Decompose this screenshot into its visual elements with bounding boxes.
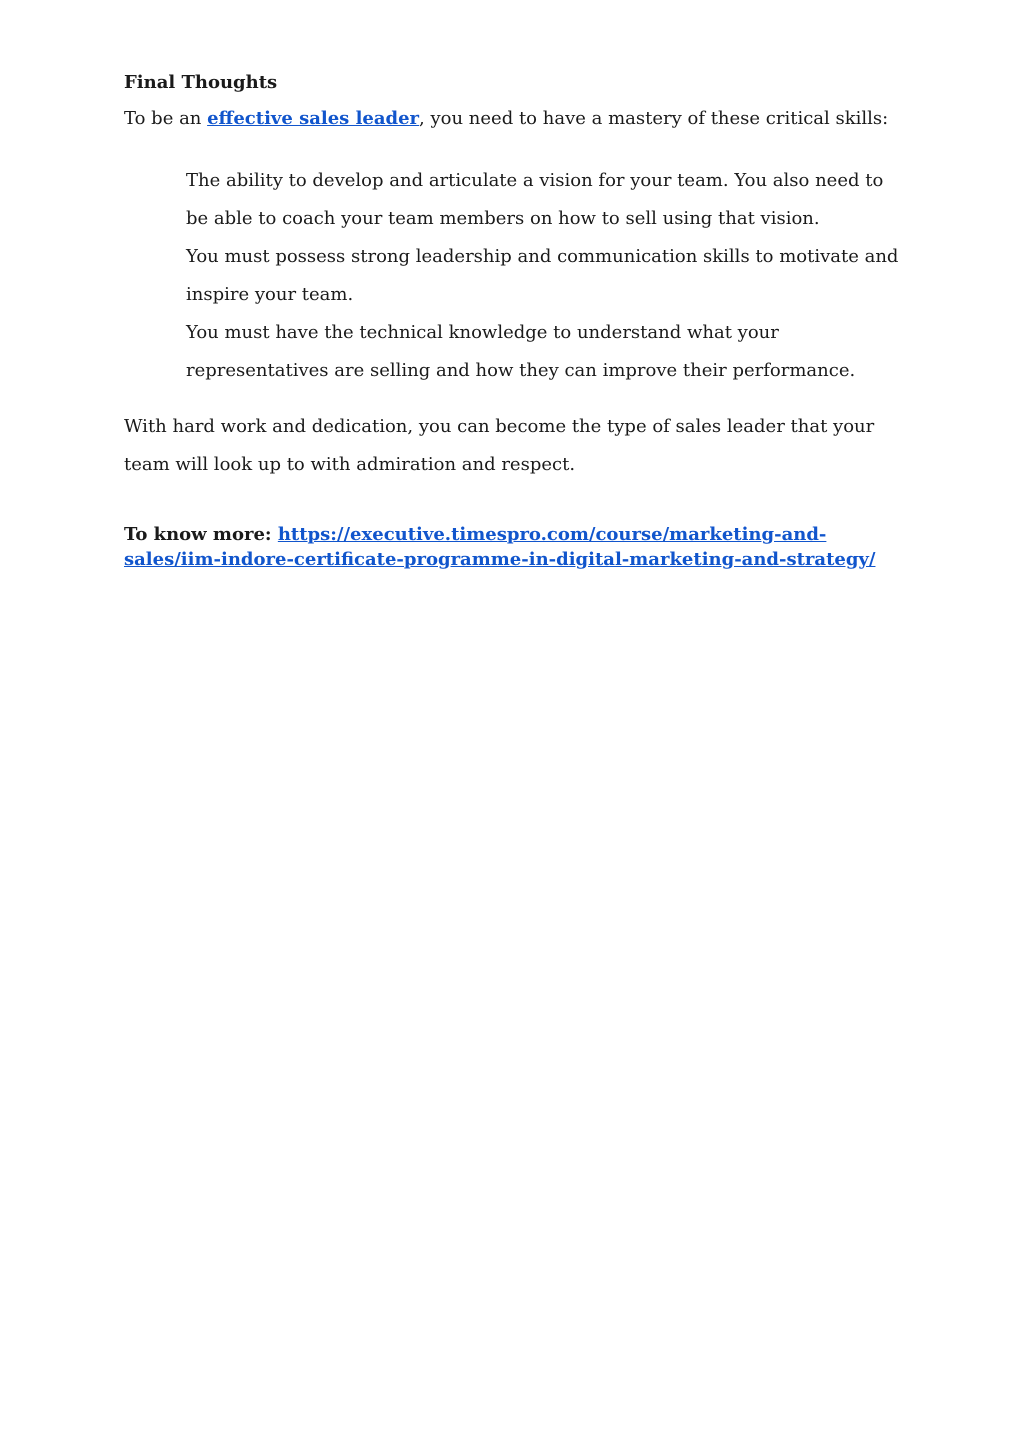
- skill-item-technical-knowledge: You must have the technical knowledge to understand what your representatives are selling and how they can improve their performance.: [186, 322, 856, 381]
- skills-list: [186, 162, 904, 390]
- know-more-paragraph: [124, 522, 904, 572]
- skill-item-vision: The ability to develop and articulate a vision for your team. You also need to be able to coach your team members on how to sell using that vision.: [186, 170, 884, 229]
- section-heading: Final Thoughts: [124, 72, 278, 93]
- closing-paragraph: With hard work and dedication, you can become the type of sales leader that your team will look up to with admiration and respect.: [124, 416, 875, 475]
- document-content: [124, 70, 904, 572]
- intro-text-before-link: To be an: [124, 108, 208, 129]
- intro-text-after-link: , you need to have a mastery of these critical skills:: [419, 108, 889, 129]
- skill-item-leadership: You must possess strong leadership and communication skills to motivate and inspire your team.: [186, 246, 899, 305]
- course-url-line-1: https://executive.timespro.com/course/marketing-and-: [277, 524, 827, 545]
- course-url-line-2: sales/iim-indore-certificate-programme-in-digital-marketing-and-strategy/: [124, 549, 876, 570]
- effective-sales-leader-link[interactable]: effective sales leader: [207, 108, 420, 129]
- know-more-label: To know more:: [124, 524, 278, 545]
- intro-paragraph: [124, 106, 904, 132]
